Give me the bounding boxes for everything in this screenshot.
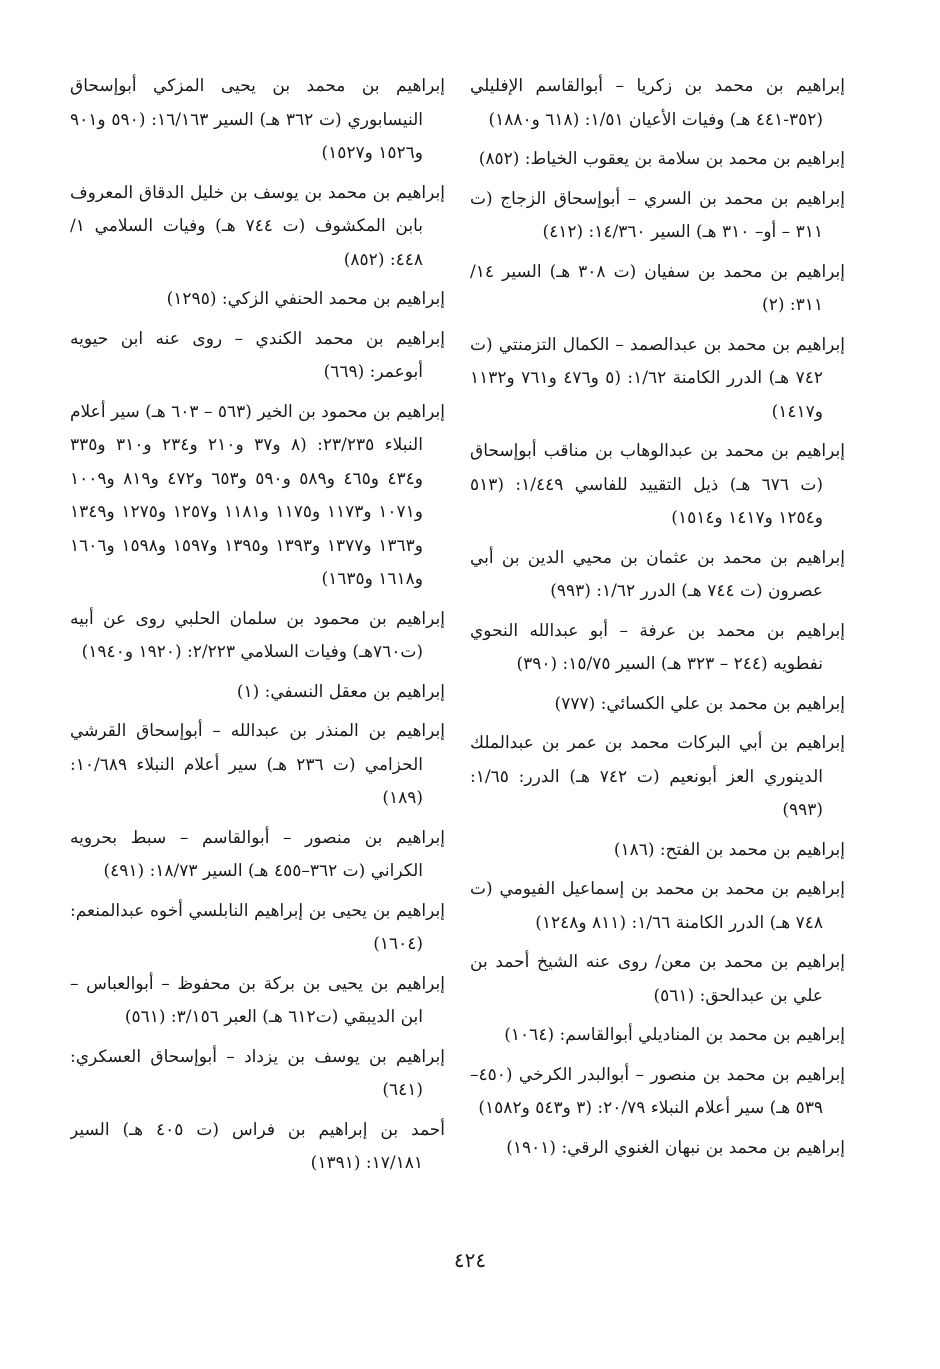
index-page [70,70,845,1260]
index-entry: إبراهيم بن محمد بن معن/ روى عنه الشيخ أحمد بن علي بن عبدالحق: (٥٦١) [470,952,845,1006]
index-entry: إبراهيم بن محمد بن الفتح: (١٨٦) [613,839,845,860]
page-number: ٤٢٤ [453,1248,487,1272]
index-entry: إبراهيم بن محمد بن المناديلي أبوالقاسم: (١٠٦٤) [504,1025,845,1045]
index-entry: إبراهيم بن محمد بن محمد بن إسماعيل الفيومي (ت ٧٤٨ هـ) الدرر الكامنة ١/٦٦: (٨١١ و١٢٤٨) [470,879,845,933]
index-entry: أحمد بن إبراهيم بن فراس (ت ٤٠٥ هـ) السير ١٧/١٨١: (١٣٩١) [70,1119,445,1173]
index-entry: إبراهيم بن منصور – أبوالقاسم – سبط بحرويه الكراني (ت ٣٦٢–٤٥٥ هـ) السير ١٨/٧٣: (٤٩١) [70,827,445,881]
index-entry: إبراهيم بن محمد بن علي الكسائي: (٧٧٧) [554,693,845,714]
index-entry: إبراهيم بن محمد بن زكريا – أبوالقاسم الإفليلي (٣٥٢-٤٤١ هـ) وفيات الأعيان ١/٥١: (٦١٨ و١٨٨٠) [470,76,845,130]
index-entry: إبراهيم بن محمد بن يحيى المزكي أبوإسحاق النيسابوري (ت ٣٦٢ هـ) السير ١٦/١٦٣: (٥٩٠ و٩٠١ و١٥٢٦ و١٥٢٧) [70,76,445,163]
index-entry: إبراهيم بن محمد بن عرفة – أبو عبدالله النحوي نفطويه (٢٤٤ – ٣٢٣ هـ) السير ١٥/٧٥: (٣٩٠) [470,620,845,674]
index-entry: إبراهيم بن يحيى بن بركة بن محفوظ – أبوالعباس – ابن الديبقي (ت٦١٢ هـ) العبر ٣/١٥٦: (٥٦١) [70,973,445,1027]
index-entry: إبراهيم بن محمد الكندي – روى عنه ابن حيويه أبوعمر: (٦٦٩) [70,328,445,382]
index-entry: إبراهيم بن أبي البركات محمد بن عمر بن عبدالملك الدينوري العز أبونعيم (ت ٧٤٢ هـ) الدرر: ١/٦٥: (٩٩٣) [470,733,845,820]
index-entry: إبراهيم بن محمد بن يوسف بن خليل الدقاق المعروف بابن المكشوف (ت ٧٤٤ هـ) وفيات السلامي ١/ ٤٤٨: (٨٥٢) [70,182,445,270]
index-entry: إبراهيم بن محمود بن سلمان الحلبي روى عن أبيه (ت٧٦٠هـ) وفيات السلامي ٢/٢٢٣: (١٩٢٠ و١٩٤٠) [70,608,445,662]
index-entry: إبراهيم بن محمد بن عثمان بن محيي الدين بن أبي عصرون (ت ٧٤٤ هـ) الدرر ١/٦٢: (٩٩٣) [470,547,845,601]
index-entry: إبراهيم بن محمود بن الخير (٥٦٣ – ٦٠٣ هـ) سير أعلام النبلاء ٢٣/٢٣٥: (٨ و٣٧ و٢١٠ و٢٣٤ و٣١٠ و٣٣٥ و٤٣٤ و٤٦٥ و٥٨٩ و٥٩٠ و٦٥٣ و٤٧٢ و٨١٩ و١٠٠٩ و١٠٧١ و١١٧٣ و١١٧٥ و١١٨١ و١٢٥٧ و١٢٧٥ و١٣٤٩ و١٣٦٣ و١٣٧٧ و١٣٩٣ و١٣٩٥ و١٥٩٧ و١٥٩٨ و١٦٠٦ و١٦١٨ و١٦٣٥) [70,401,445,589]
index-entry: إبراهيم بن محمد بن سلامة بن يعقوب الخياط: (٨٥٢) [478,149,845,169]
column-right [470,70,845,1260]
index-entry: إبراهيم بن محمد بن سفيان (ت ٣٠٨ هـ) السير ١٤/ ٣١١: (٢) [470,261,845,315]
index-entry: إبراهيم بن يوسف بن يزداد – أبوإسحاق العسكري: (٦٤١) [70,1046,445,1100]
index-entry: إبراهيم بن المنذر بن عبدالله – أبوإسحاق القرشي الحزامي (ت ٢٣٦ هـ) سير أعلام النبلاء ١٠/٦٨٩: (١٨٩) [70,721,445,808]
column-left [70,70,445,1260]
index-entry: إبراهيم بن محمد بن السري – أبوإسحاق الزجاج (ت ٣١١ – أو– ٣١٠ هـ) السير ١٤/٣٦٠: (٤١٢) [470,188,845,242]
index-entry: إبراهيم بن محمد بن عبدالوهاب بن مناقب أبوإسحاق (ت ٦٧٦ هـ) ذيل التقييد للفاسي ١/٤٤٩: (٥١٣ و١٢٥٤ و١٤١٧ و١٥١٤) [470,441,845,528]
index-entry: إبراهيم بن محمد بن منصور – أبوالبدر الكرخي (٤٥٠–٥٣٩ هـ) سير أعلام النبلاء ٢٠/٧٩: (٣ و٥٤٣ و١٥٨٢) [470,1064,845,1118]
index-entry: إبراهيم بن محمد بن نبهان الغنوي الرقي: (١٩٠١) [506,1137,845,1158]
index-entry: إبراهيم بن معقل النسفي: (١) [236,681,445,702]
index-entry: إبراهيم بن يحيى بن إبراهيم النابلسي أخوه عبدالمنعم: (١٦٠٤) [70,900,445,954]
index-entry: إبراهيم بن محمد بن عبدالصمد – الكمال التزمنتي (ت ٧٤٢ هـ) الدرر الكامنة ١/٦٢: (٥ و٤٧٦ و٧٦١ و١١٣٢ و١٤١٧) [470,334,845,422]
index-entry: إبراهيم بن محمد الحنفي الزكي: (١٢٩٥) [166,289,445,309]
